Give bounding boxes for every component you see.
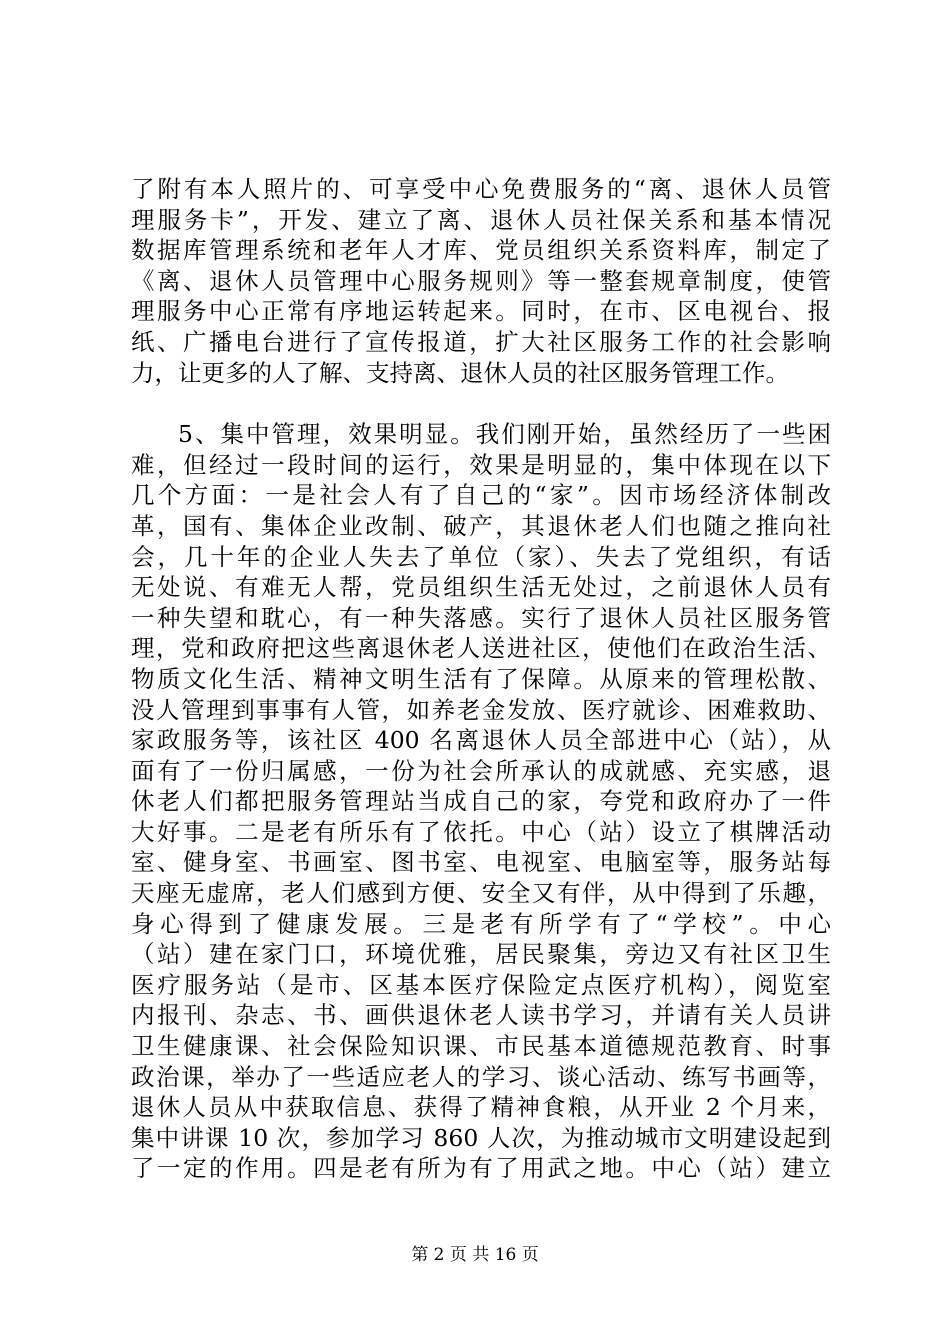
text-line: 家政服务等，该社区 400 名离退休人员全部进中心（站），从 — [131, 726, 831, 755]
text-line: 内报刊、杂志、书、画供退休老人读书学习，并请有关人员讲 — [131, 1001, 831, 1030]
text-line: 退休人员从中获取信息、获得了精神食粮，从开业 2 个月来， — [131, 1093, 831, 1122]
text-line: 身心得到了健康发展。三是老有所学有了“学校”。中心 — [131, 909, 831, 938]
document-body — [131, 174, 831, 1184]
text-line: 革，国有、集体企业改制、破产，其退休老人们也随之推向社 — [131, 511, 831, 540]
text-line: 医疗服务站（是市、区基本医疗保险定点医疗机构），阅览室 — [131, 970, 831, 999]
text-line: 面有了一份归属感，一份为社会所承认的成就感、充实感，退 — [131, 756, 831, 785]
text-line: 了附有本人照片的、可享受中心免费服务的“离、退休人员管 — [131, 175, 831, 203]
text-line: 《离、退休人员管理中心服务规则》等一整套规章制度，使管 — [131, 266, 831, 295]
text-line: 纸、广播电台进行了宣传报道，扩大社区服务工作的社会影响 — [131, 327, 831, 356]
text-line: 集中讲课 10 次，参加学习 860 人次，为推动城市文明建设起到 — [131, 1123, 831, 1152]
page-number-footer: 第 2 页 共 16 页 — [411, 1245, 539, 1265]
text-line: 卫生健康课、社会保险知识课、市民基本道德规范教育、时事 — [131, 1032, 831, 1061]
text-line: 大好事。二是老有所乐有了依托。中心（站）设立了棋牌活动 — [131, 817, 831, 846]
text-line: 无处说、有难无人帮，党员组织生活无处过，之前退休人员有 — [131, 573, 831, 602]
text-line: 休老人们都把服务管理站当成自己的家，夸党和政府办了一件 — [131, 787, 831, 816]
text-line: 理服务卡”，开发、建立了离、退休人员社保关系和基本情况 — [131, 205, 831, 234]
text-line: 一种失望和耽心，有一种失落感。实行了退休人员社区服务管 — [131, 603, 831, 632]
text-line: 理，党和政府把这些离退休老人送进社区，使他们在政治生活、 — [131, 634, 831, 663]
text-line: 数据库管理系统和老年人才库、党员组织关系资料库，制定了 — [131, 236, 831, 265]
text-line: 难，但经过一段时间的运行，效果是明显的，集中体现在以下 — [131, 450, 831, 479]
text-line: 理服务中心正常有序地运转起来。同时，在市、区电视台、报 — [131, 297, 831, 326]
text-line: 力，让更多的人了解、支持离、退休人员的社区服务管理工作。 — [131, 358, 789, 387]
text-line: 政治课，举办了一些适应老人的学习、谈心活动、练写书画等， — [131, 1062, 831, 1091]
text-line: 天座无虚席，老人们感到方便、安全又有伴，从中得到了乐趣， — [131, 879, 831, 908]
text-line: 几个方面：一是社会人有了自己的“家”。因市场经济体制改 — [131, 481, 831, 510]
text-line: 没人管理到事事有人管，如养老金发放、医疗就诊、困难救助、 — [131, 695, 831, 724]
text-line: 室、健身室、书画室、图书室、电视室、电脑室等，服务站每 — [131, 848, 831, 877]
paragraph-2 — [131, 419, 831, 1184]
paragraph-1 — [131, 174, 831, 388]
paragraph-spacer — [131, 388, 831, 419]
text-line: 物质文化生活、精神文明生活有了保障。从原来的管理松散、 — [131, 664, 831, 693]
text-line: 5、集中管理，效果明显。我们刚开始，虽然经历了一些困 — [178, 420, 831, 449]
text-line: 了一定的作用。四是老有所为有了用武之地。中心（站）建立 — [131, 1154, 831, 1183]
text-line: （站）建在家门口，环境优雅，居民聚集，旁边又有社区卫生 — [131, 940, 831, 969]
text-line: 会，几十年的企业人失去了单位（家）、失去了党组织，有话 — [131, 542, 831, 571]
